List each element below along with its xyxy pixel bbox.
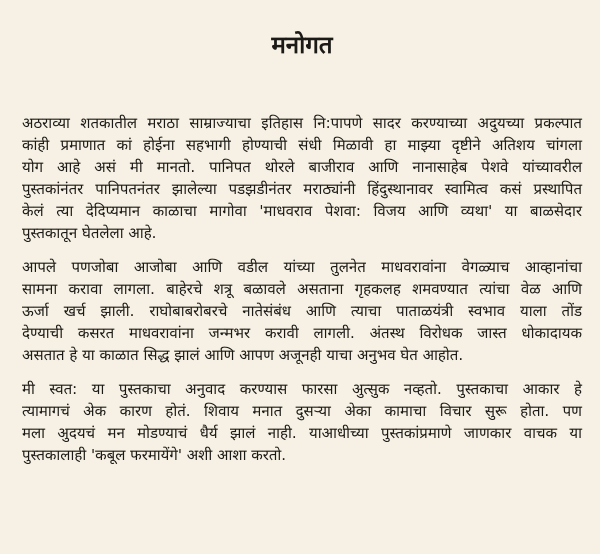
paragraph-line: पुस्तकांनंतर पानिपतनंतर झालेल्या पडझडीनंतर मराठ्यांनी हिंदुस्थानावर स्वामित्व कसं प्रस्थापित [22, 180, 582, 198]
paragraph-line: असतात हे या काळात सिद्ध झालं आणि आपण अजूनही याचा अनुभव घेत आहोत. [22, 346, 464, 364]
paragraph-line: मी स्वत: या पुस्तकाचा अनुवाद करण्यास फारसा अुत्सुक नव्हतो. पुस्तकाचा आकार हे [22, 380, 582, 398]
paragraph-1 [22, 112, 582, 244]
page-title: मनोगत [271, 31, 333, 59]
paragraph-line: ऊर्जा खर्च झाली. राघोबाबरोबरचे नातेसंबंध आणि त्याचा पाताळयंत्री स्वभाव याला तोंड [22, 302, 582, 320]
paragraph-line: आपले पणजोबा आजोबा आणि वडील यांच्या तुलनेत माधवरावांना वेगळ्याच आव्हानांचा [22, 258, 582, 276]
paragraph-line: केलं त्या देदिप्यमान काळाचा मागोवा 'माधवराव पेशवा: विजय आणि व्यथा' या बाळसेदार [22, 202, 582, 220]
paragraph-2 [22, 256, 582, 366]
paragraph-line: मला अुदयचं मन मोडण्याचं धैर्य झालं नाही. याआधीच्या पुस्तकांप्रमाणे जाणकार वाचक या [22, 424, 582, 442]
paragraph-line: कांही प्रमाणात कां होईना सहभागी होण्याची संधी मिळावी हा माझ्या दृष्टीने अतिशय चांगला [22, 136, 582, 154]
paragraph-3 [22, 378, 582, 466]
paragraph-line: देण्याची कसरत माधवरावांना जन्मभर करावी लागली. अंतस्थ विरोधक जास्त धोकादायक [22, 324, 582, 342]
paragraph-line: सामना करावा लागला. बाहेरचे शत्रू बळावले असताना गृहकलह शमवण्यात त्यांचा वेळ आणि [22, 280, 582, 298]
paragraph-line: पुस्तकातून घेतलेला आहे. [22, 224, 157, 242]
paragraph-line: त्यामागचं अेक कारण होतं. शिवाय मनात दुसऱ्या अेका कामाचा विचार सुरू होता. पण [22, 402, 582, 420]
paragraph-line: पुस्तकालाही 'कबूल फरमायेंगे' अशी आशा करतो. [22, 446, 287, 464]
paragraph-line: योग आहे असं मी मानतो. पानिपत थोरले बाजीराव आणि नानासाहेब पेशवे यांच्यावरील [22, 158, 582, 176]
paragraph-line: अठराव्या शतकातील मराठा साम्राज्याचा इतिहास नि:पापणे सादर करण्याच्या अदुयच्या प्रकल्पात [22, 114, 582, 132]
